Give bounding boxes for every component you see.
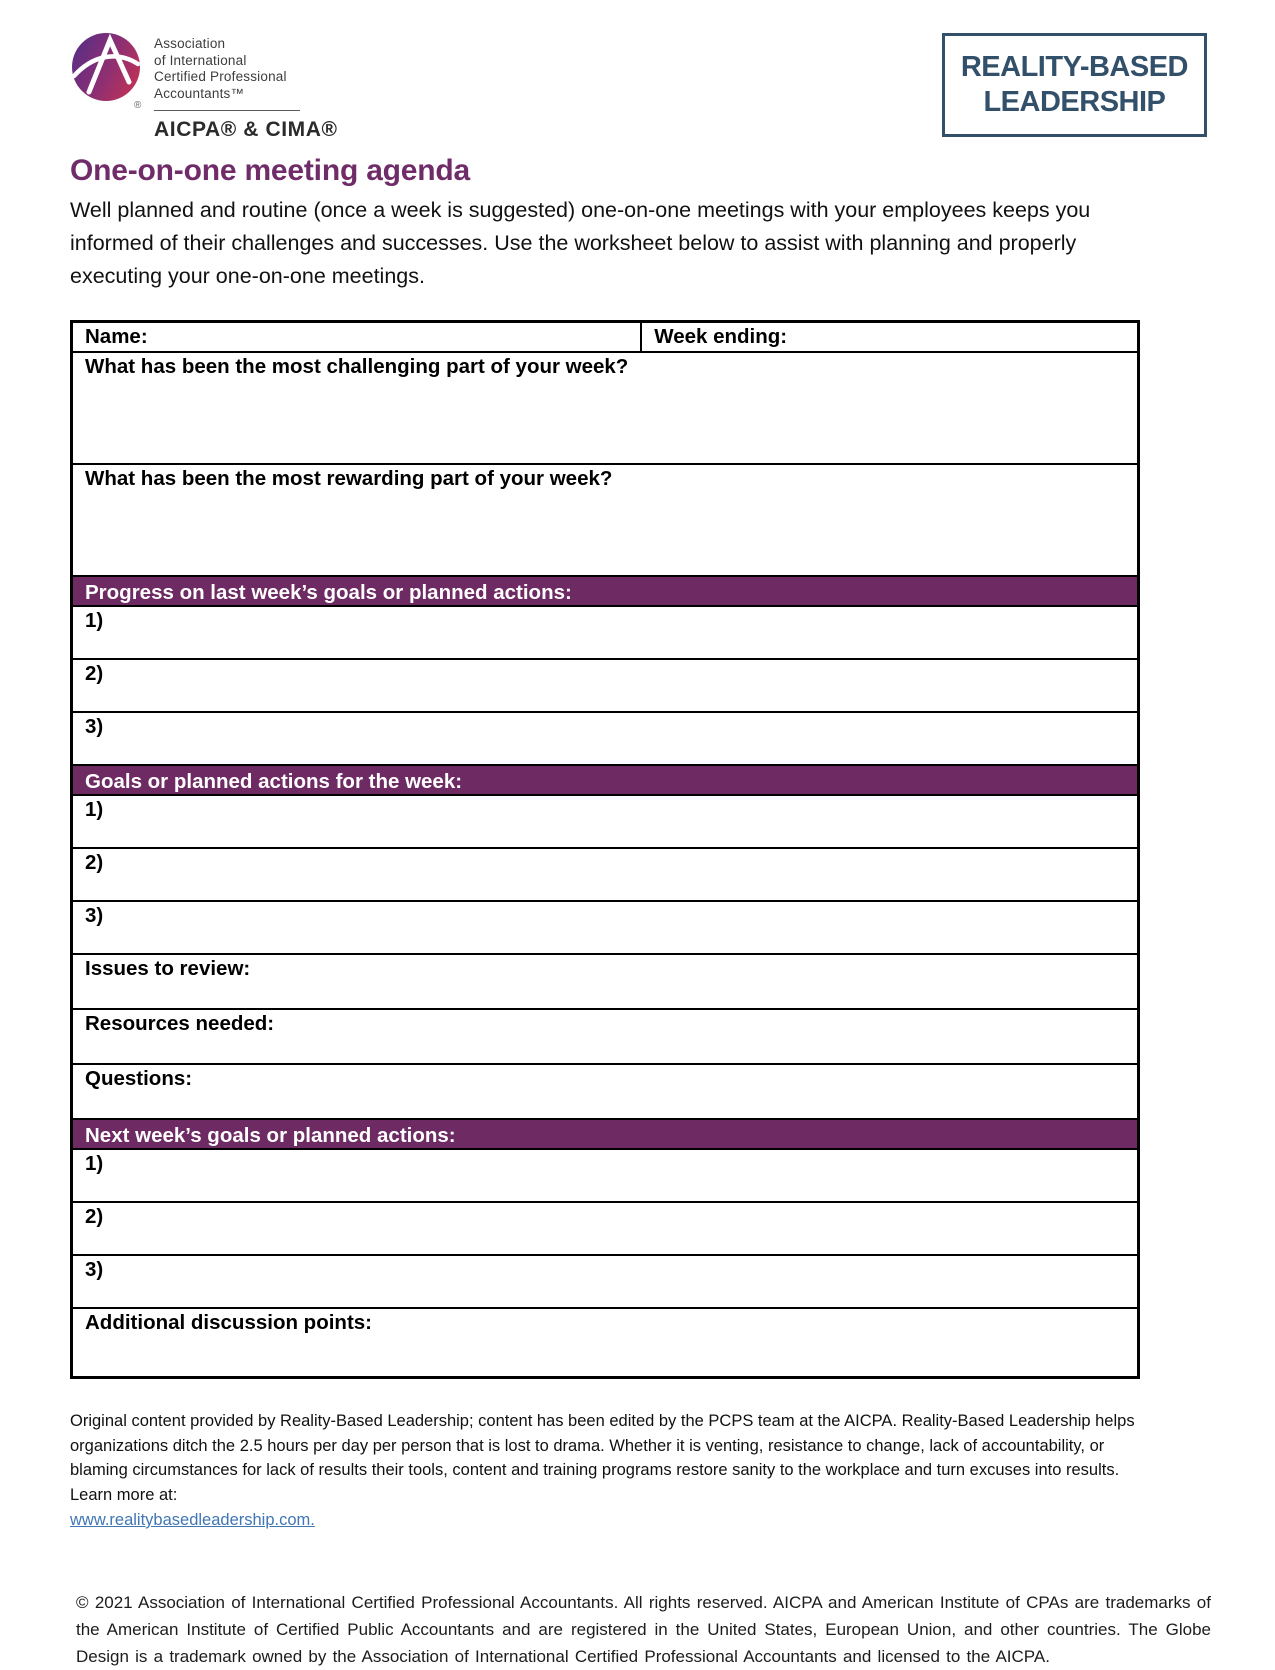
item-number-label: 1): [85, 798, 104, 821]
item-number-label: 2): [85, 662, 104, 685]
intro-paragraph: Well planned and routine (once a week is suggested) one-on-one meetings with your employees keeps you informed of their challenges and successes. Use the worksheet below to assist with planning and properly executing your one-on-one meetings.: [70, 198, 1091, 288]
additional-discussion-label: Additional discussion points:: [85, 1311, 372, 1334]
next-week-item-3-field[interactable]: [73, 1256, 1137, 1309]
resources-label: Resources needed:: [85, 1012, 275, 1035]
item-number-label: 3): [85, 1258, 104, 1281]
reality-based-leadership-logo: [942, 33, 1207, 137]
issues-to-review-field[interactable]: [73, 955, 1137, 1010]
item-number-label: 3): [85, 904, 104, 927]
progress-section-header: [73, 577, 1137, 607]
questions-label: Questions:: [85, 1067, 193, 1090]
next-week-item-1-field[interactable]: [73, 1150, 1137, 1203]
rbl-logo-line2: LEADERSHIP: [983, 85, 1166, 118]
name-field[interactable]: [73, 323, 642, 351]
about-text: Original content provided by Reality-Based Leadership; content has been edited by the PCPS team at the AICPA. Reality-Based Leadership helps organizations ditch the 2.5 hours per day per person that is lost to drama. Whether it is venting, resistance to change, lack of accountability, or blaming circumstances for lack of results their tools, content and training programs restore sanity to the workplace and turn excuses into results. Learn more at:: [70, 1412, 1135, 1504]
item-number-label: 2): [85, 851, 104, 874]
goal-item-2-field[interactable]: [73, 849, 1137, 902]
aicpa-cima-logo: [70, 30, 338, 142]
rbl-website-link[interactable]: www.realitybasedleadership.com.: [70, 1511, 315, 1529]
progress-item-3-field[interactable]: [73, 713, 1137, 766]
additional-discussion-field[interactable]: [73, 1309, 1137, 1376]
globe-registered-mark: ®: [134, 100, 142, 110]
goals-header-label: Goals or planned actions for the week:: [85, 770, 463, 793]
association-line: of International: [154, 52, 247, 68]
item-number-label: 2): [85, 1205, 104, 1228]
rewarding-question-label: What has been the most rewarding part of your week?: [85, 467, 613, 490]
globe-icon: [70, 30, 144, 110]
next-week-section-header: [73, 1120, 1137, 1150]
logo-divider: [154, 110, 300, 111]
issues-label: Issues to review:: [85, 957, 251, 980]
meeting-agenda-table: [70, 320, 1140, 1379]
association-line: Association: [154, 36, 226, 51]
progress-item-2-field[interactable]: [73, 660, 1137, 713]
about-paragraph: [70, 1409, 1140, 1533]
goal-item-3-field[interactable]: [73, 902, 1137, 955]
goals-section-header: [73, 766, 1137, 796]
challenging-question-label: What has been the most challenging part of your week?: [85, 355, 629, 378]
goal-item-1-field[interactable]: [73, 796, 1137, 849]
item-number-label: 1): [85, 609, 104, 632]
association-line: Certified Professional: [154, 69, 287, 84]
challenging-answer-field[interactable]: [73, 353, 1137, 465]
questions-field[interactable]: [73, 1065, 1137, 1120]
rewarding-answer-field[interactable]: [73, 465, 1137, 577]
page-title: One-on-one meeting agenda: [70, 154, 471, 187]
progress-header-label: Progress on last week’s goals or planned actions:: [85, 581, 572, 604]
next-week-header-label: Next week’s goals or planned actions:: [85, 1124, 456, 1147]
next-week-item-2-field[interactable]: [73, 1203, 1137, 1256]
progress-item-1-field[interactable]: [73, 607, 1137, 660]
masthead: [70, 30, 1207, 142]
name-label: Name:: [85, 325, 148, 348]
week-ending-label: Week ending:: [654, 325, 788, 348]
resources-needed-field[interactable]: [73, 1010, 1137, 1065]
aicpa-cima-wordmark: AICPA® & CIMA®: [154, 118, 338, 141]
name-week-row: [73, 323, 1137, 353]
association-line: Accountants™: [154, 85, 245, 101]
item-number-label: 3): [85, 715, 104, 738]
association-name-block: [154, 30, 338, 142]
rbl-logo-line1: REALITY-BASED: [960, 51, 1188, 83]
copyright-notice: © 2021 Association of International Certified Professional Accountants. All rights reserved. AICPA and American Institute of CPAs are trademarks of the American Institute of Certified Public Accountants and are registered in the United States, European Union, and other countries. The Globe Design is a trademark owned by the Association of International Certified Professional Accountants and licensed to the AICPA.: [76, 1592, 1211, 1666]
item-number-label: 1): [85, 1152, 104, 1175]
week-ending-field[interactable]: [642, 323, 1137, 351]
